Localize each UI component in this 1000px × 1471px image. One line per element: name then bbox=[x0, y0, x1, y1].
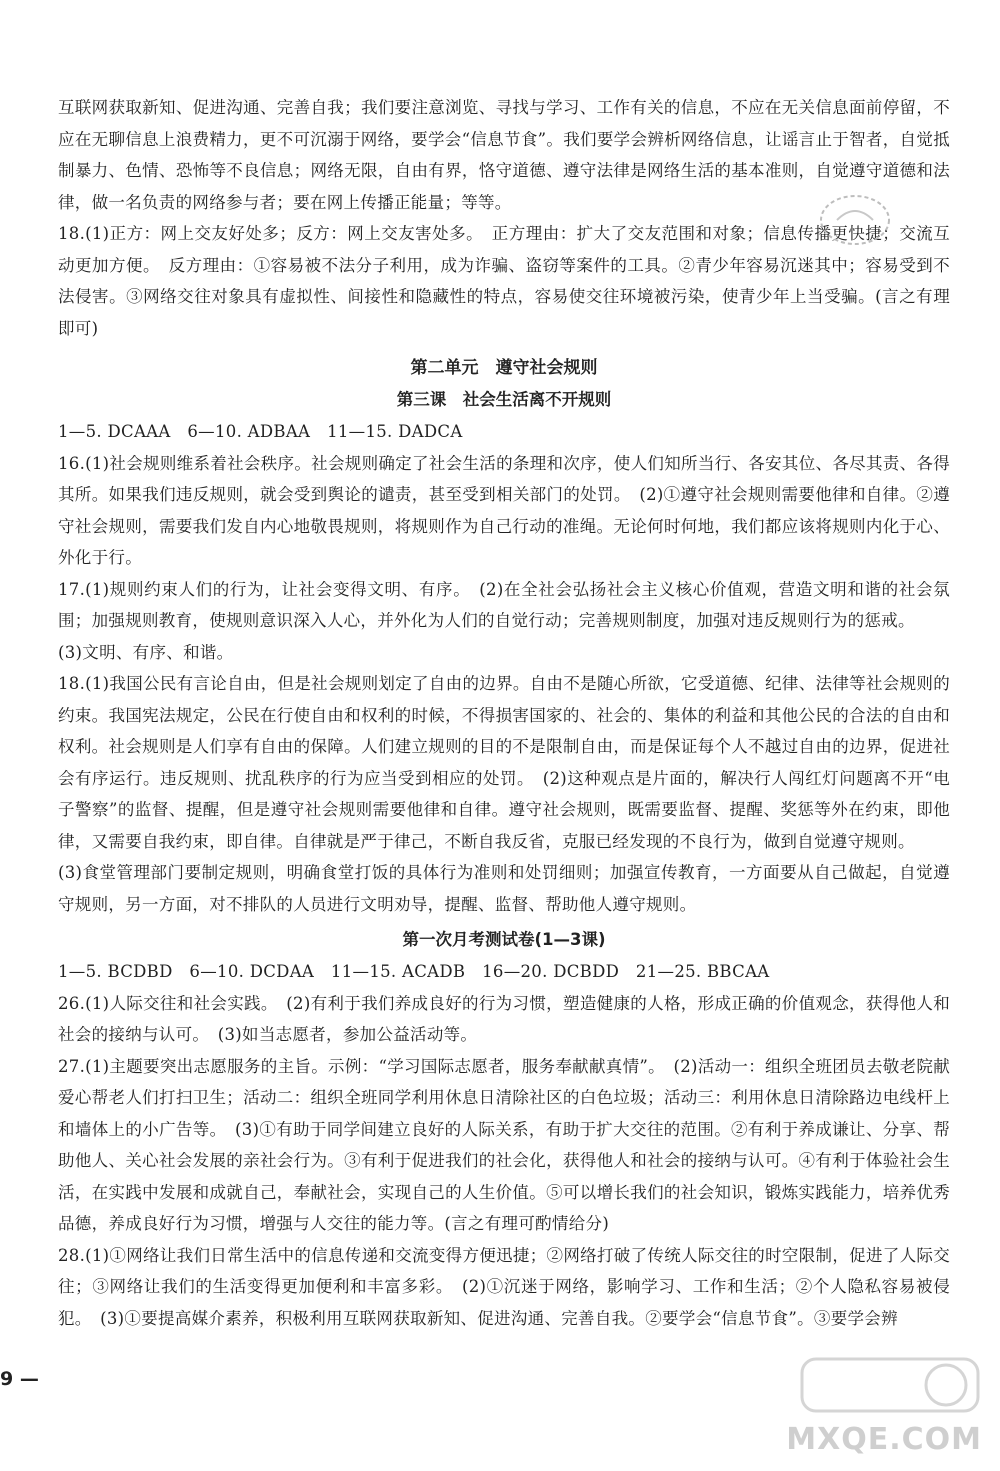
document-body bbox=[58, 92, 950, 1334]
exam-answer-q26: 26.(1)人际交往和社会实践。 (2)有利于我们养成良好的行为习惯，塑造健康的人格，形成正确的价值观念，获得他人和社会的接纳与认可。 (3)如当志愿者，参加公益活动等。 bbox=[58, 993, 950, 1044]
stamp-mark bbox=[815, 190, 895, 250]
exam-title: 第一次月考测试卷(1—3课) bbox=[402, 930, 606, 949]
watermark-logo bbox=[800, 1355, 980, 1415]
page-number: 9 — bbox=[0, 1368, 39, 1390]
lesson-choice-answers: 1—5. DCAAA 6—10. ADBAA 11—15. DADCA bbox=[58, 422, 463, 441]
lesson-title: 第三课 社会生活离不开规则 bbox=[396, 390, 612, 409]
exam-answer-q27: 27.(1)主题要突出志愿服务的主旨。示例：“学习国际志愿者，服务奉献献真情”。 (2)活动一：组织全班团员去敬老院献爱心帮老人们打扫卫生；活动二：组织全班同学利用休息日清除社区的白色垃圾；活动三：利用休息日清除路边电线杆上和墙体上的小广告等。 (3)①有助于同学间建立良好的人际关系，有助于扩大交往的范围。②有利于养成谦让、分享、帮助他人、关心社会发展的亲社会行为。③有利于促进我们的社会化，获得他人和社会的接纳与认可。④有利于体验社会生活，在实践中发展和成就自己，奉献社会，实现自己的人生价值。⑤可以增长我们的社会知识，锻炼实践能力，培养优秀品德，养成良好行为习惯，增强与人交往的能力等。(言之有理可酌情给分) bbox=[58, 1056, 950, 1233]
exam-answer-q28: 28.(1)①网络让我们日常生活中的信息传递和交流变得方便迅捷；②网络打破了传统人际交往的时空限制，促进了人际交往；③网络让我们的生活变得更加便利和丰富多彩。 (2)①沉迷于网络，影响学习、工作和生活；②个人隐私容易被侵犯。 (3)①要提高媒介素养，积极利用互联网获取新知、促进沟通、完善自我。②要学会“信息节食”。③要学会辨 bbox=[58, 1245, 950, 1328]
watermark-text: MXQE.COM bbox=[786, 1422, 982, 1457]
unit-title: 第二单元 遵守社会规则 bbox=[410, 358, 598, 378]
lesson-answer-q17: 17.(1)规则约束人们的行为，让社会变得文明、有序。 (2)在全社会弘扬社会主义核心价值观，营造文明和谐的社会氛围；加强规则教育，使规则意识深入人心，并外化为人们的自觉行动；完善规则制度，加强对违反规则行为的惩戒。 bbox=[58, 579, 950, 630]
exam-choice-answers: 1—5. BCDBD 6—10. DCDAA 11—15. ACADB 16—20. DCBDD 21—25. BBCAA bbox=[58, 962, 770, 981]
answer-q18-prev: 18.(1)正方：网上交友好处多；反方：网上交友害处多。 正方理由：扩大了交友范围和对象；信息传播更快捷；交流互动更加方便。 反方理由：①容易被不法分子利用，成为诈骗、盗窃等案件的工具。②青少年容易沉迷其中；容易受到不法侵害。③网络交往对象具有虚拟性、间接性和隐藏性的特点，容易使交往环境被污染，使青少年上当受骗。(言之有理即可) bbox=[58, 224, 950, 338]
intro-paragraph: 互联网获取新知、促进沟通、完善自我；我们要注意浏览、寻找与学习、工作有关的信息，不应在无关信息面前停留，不应在无聊信息上浪费精力，更不可沉溺于网络，要学会“信息节食”。我们要学会辨析网络信息，让谣言止于智者，自觉抵制暴力、色情、恐怖等不良信息；网络无限，自由有界，恪守道德、遵守法律是网络生活的基本准则，自觉遵守道德和法律，做一名负责的网络参与者；要在网上传播正能量；等等。 bbox=[58, 98, 950, 212]
lesson-answer-q17-3: (3)文明、有序、和谐。 bbox=[58, 642, 234, 662]
lesson-answer-q18-3: (3)食堂管理部门要制定规则，明确食堂打饭的具体行为准则和处罚细则；加强宣传教育，一方面要从自己做起，自觉遵守规则，另一方面，对不排队的人员进行文明劝导，提醒、监督、帮助他人遵守规则。 bbox=[58, 863, 950, 914]
lesson-answer-q18-1-2: 18.(1)我国公民有言论自由，但是社会规则划定了自由的边界。自由不是随心所欲，它受道德、纪律、法律等社会规则的约束。我国宪法规定，公民在行使自由和权利的时候，不得损害国家的、社会的、集体的利益和其他公民的合法的自由和权利。社会规则是人们享有自由的保障。人们建立规则的目的不是限制自由，而是保证每个人不越过自由的边界，促进社会有序运行。违反规则、扰乱秩序的行为应当受到相应的处罚。 (2)这种观点是片面的，解决行人闯红灯问题离不开“电子警察”的监督、提醒，但是遵守社会规则需要他律和自律。遵守社会规则，既需要监督、提醒、奖惩等外在约束，即他律，又需要自我约束，即自律。自律就是严于律己，不断自我反省，克服已经发现的不良行为，做到自觉遵守规则。 bbox=[58, 674, 950, 851]
lesson-answer-q16: 16.(1)社会规则维系着社会秩序。社会规则确定了社会生活的条理和次序，使人们知所当行、各安其位、各尽其责、各得其所。如果我们违反规则，就会受到舆论的谴责，甚至受到相关部门的处罚。 (2)①遵守社会规则需要他律和自律。②遵守社会规则，需要我们发自内心地敬畏规则，将规则作为自己行动的准绳。无论何时何地，我们都应该将规则内化于心、外化于行。 bbox=[58, 453, 950, 567]
